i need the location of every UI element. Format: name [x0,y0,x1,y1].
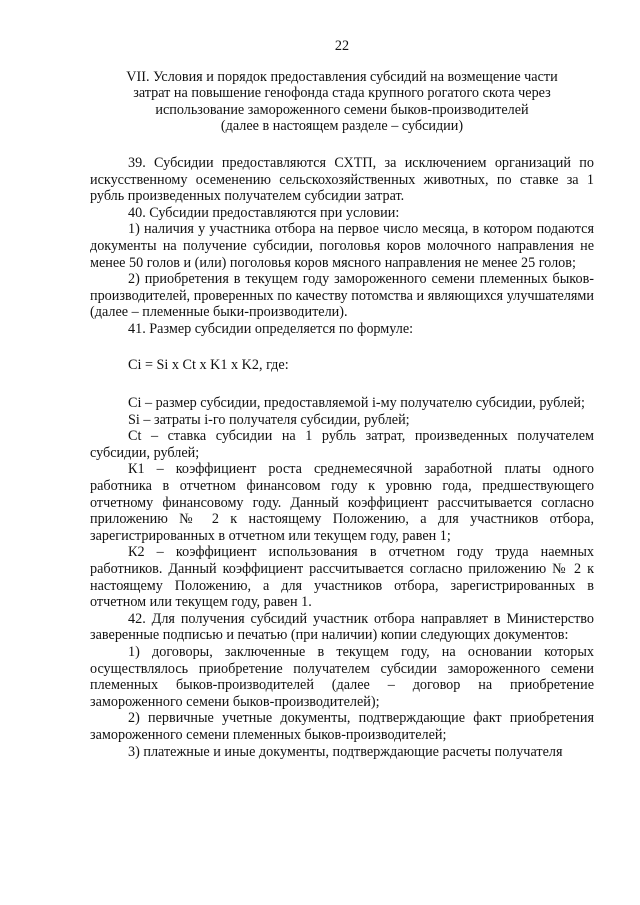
paragraph-40-item-1: 1) наличия у участника отбора на первое число месяца, в котором подаются документы на получение субсидии, поголовья коров молочного направления не менее 50 голов и (или) поголовья коров мясного направления не менее 25 голов; [90,221,594,271]
paragraph-40-item-2: 2) приобретения в текущем году замороженного семени племенных быков-производителей, проверенных по качеству потомства и являющихся улучшателями (далее – племенные быки-производители). [90,271,594,321]
subsidy-formula: Ci = Si x Ct x K1 x K2, где: [128,356,289,373]
definition-ci: Ci – размер субсидии, предоставляемой i-му получателю субсидии, рублей; [128,395,585,412]
section-title-line: (далее в настоящем разделе – субсидии) [220,118,464,135]
paragraph-42-item-1: 1) договоры, заключенные в текущем году, на основании которых осуществлялось приобретение получателем субсидии замороженного семени племенных быков-производителей (далее – договор на приобретение замороженного семени быков-производителей); [90,644,594,710]
paragraph-40: 40. Субсидии предоставляются при условии: [128,204,400,221]
definition-ct: Ct – ставка субсидии на 1 рубль затрат, произведенных получателем субсидии, рублей; [90,428,594,461]
section-title [90,69,594,135]
paragraph-39: 39. Субсидии предоставляются СХТП, за исключением организаций по искусственному осеменению сельскохозяйственных животных, по ставке за 1 рубль произведенных получателем субсидии затрат. [90,154,594,205]
section-title-line: затрат на повышение генофонда стада крупного рогатого скота через [133,85,551,102]
definition-k2: К2 – коэффициент использования в отчетном году труда наемных работников. Данный коэффициент рассчитывается согласно приложению № 2 к настоящему Положению, а для участников отбора, зарегистрированных в отчетном или текущем году, равен 1. [90,544,594,611]
section-title-line: использование замороженного семени быков-производителей [155,101,529,118]
definition-k1: К1 – коэффициент роста среднемесячной заработной платы одного работника в отчетном финансовом году к уровню года, предшествующего отчетному финансовому году. Данный коэффициент рассчитывается согласно приложению № 2 к настоящему Положению, а для участников отбора, зарегистрированных в отчетном или текущем году, равен 1; [90,461,594,544]
section-title-line: VII. Условия и порядок предоставления субсидий на возмещение части [126,68,558,85]
paragraph-41: 41. Размер субсидии определяется по формуле: [128,320,414,337]
page-number: 22 [334,38,350,54]
paragraph-42-item-2: 2) первичные учетные документы, подтверждающие факт приобретения замороженного семени племенных быков-производителей; [90,710,594,743]
definition-si: Si – затраты i-го получателя субсидии, рублей; [128,411,410,428]
paragraph-42-item-3: 3) платежные и иные документы, подтверждающие расчеты получателя [128,743,563,760]
paragraph-42: 42. Для получения субсидий участник отбора направляет в Министерство заверенные подписью и печатью (при наличии) копии следующих документов: [90,610,594,644]
